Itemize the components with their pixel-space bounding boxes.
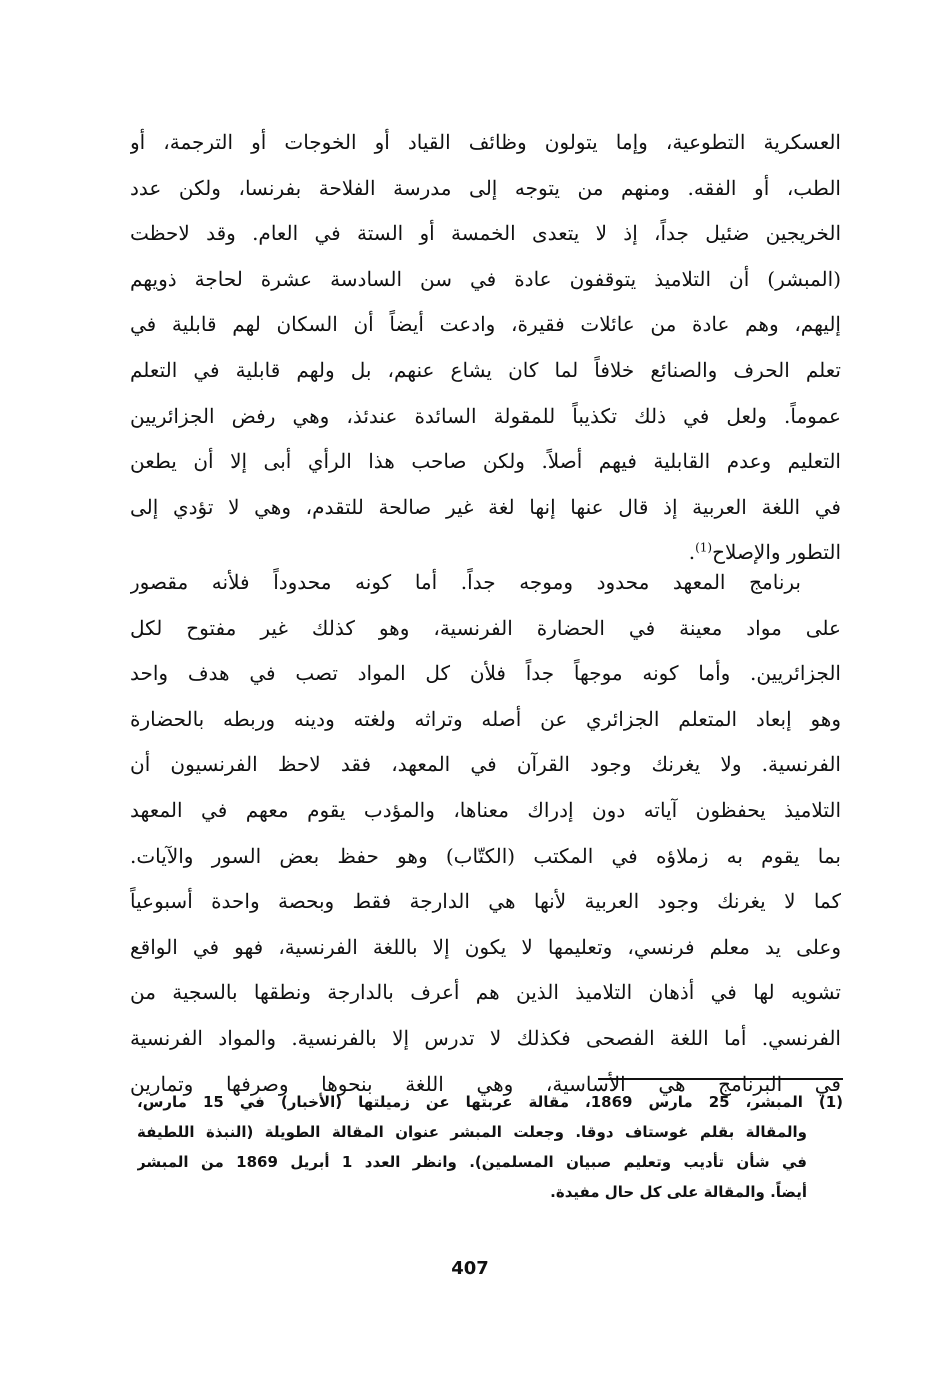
text-line: التعليم وعدم القابلية فيهم أصلاً. ولكن صاحب هذا الرأي أبى إلا أن يطعن — [130, 449, 841, 474]
text-line: في اللغة العربية إذ قال عنها إنها لغة غير صالحة للتقدم، وهي لا تؤدي إلى — [130, 494, 841, 519]
footnote-line: في شأن تأديب وتعليم صبيان المسلمين). وانظر العدد 1 أبريل 1869 من المبشر — [137, 1153, 808, 1171]
text-line: الجزائريين. وأما كونه موجهاً جداً فلأن كل المواد تصب في هدف واحد — [130, 661, 841, 686]
text-line: تعلم الحرف والصنائع خلافاً لما كان يشاع عنهم، بل ولهم قابلية في التعلم — [130, 357, 841, 382]
paragraph-1 — [130, 120, 841, 576]
last-line-text: التطور والإصلاح — [712, 540, 841, 565]
text-line: الطب، أو الفقه. ومنهم من يتوجه إلى مدرسة الفلاحة بفرنسا، ولكن عدد — [130, 175, 841, 200]
text-line: وعلى يد معلم فرنسي، وتعليمها لا يكون إلا باللغة الفرنسية، فهو في الواقع — [130, 934, 841, 959]
text-line: التلاميذ يحفظون آياته دون إدراك معناها، والمؤدب يقوم معهم في المعهد — [130, 797, 841, 822]
text-line: في البرنامج هي الأساسية، وهي اللغة بنحوها وصرفها وتمارين — [130, 1071, 841, 1096]
text-line: كما لا يغرنك وجود العربية لأنها هي الدارجة فقط وبحصة واحدة أسبوعياً — [130, 889, 841, 914]
text-line: على مواد معينة في الحضارة الفرنسية، وهو كذلك غير مفتوح لكل — [130, 615, 841, 640]
last-line-period: . — [688, 540, 696, 565]
footnote — [137, 1087, 843, 1207]
footnote-separator — [598, 1078, 843, 1080]
text-line: وهو إبعاد المتعلم الجزائري عن أصله وتراثه ولغته ودينه وربطه بالحضارة — [130, 706, 841, 731]
text-line: إليهم، وهم عادة من عائلات فقيرة، وادعت أيضاً أن السكان لهم قابلية في — [130, 312, 841, 337]
text-line: الفرنسية. ولا يغرنك وجود القرآن في المعهد، فقد لاحظ الفرنسيون أن — [130, 752, 841, 777]
footnote-line: والمقالة بقلم غوستاف دوقا. وجعلت المبشر عنوان المقالة الطويلة (النبذة اللطيفة — [137, 1123, 807, 1141]
footnote-reference: (1) — [695, 540, 713, 555]
page-number: 407 — [451, 1258, 489, 1279]
text-line: برنامج المعهد محدود وموجه جداً. أما كونه محدوداً فلأنه مقصور — [130, 570, 801, 594]
paragraph-2 — [130, 560, 841, 1107]
footnote-line: (1) المبشر، 25 مارس 1869، مقالة عربتها عن زميلتها (الأخبار) في 15 مارس، — [137, 1093, 843, 1111]
footnote-line: أيضاً. والمقالة على كل حال مفيدة. — [550, 1183, 807, 1201]
text-line: تشويه لها في أذهان التلاميذ الذين هم أعرف بالدارجة ونطقها بالسجية من — [130, 980, 841, 1005]
text-line: الخريجين ضئيل جداً، إذ لا يتعدى الخمسة أو الستة في العام. وقد لاحظت — [130, 221, 841, 246]
text-line: عموماً. ولعل في ذلك تكذيباً للمقولة السائدة عندئذ، وهي رفض الجزائريين — [130, 403, 841, 428]
text-line: بما يقوم به زملاؤه في المكتب (الكتّاب) وهو حفظ بعض السور والآيات. — [130, 843, 841, 868]
text-line: الفرنسي. أما اللغة الفصحى فكذلك لا تدرس إلا بالفرنسية. والمواد الفرنسية — [130, 1025, 841, 1050]
text-line: العسكرية التطوعية، وإما يتولون وظائف القياد أو الخوجات أو الترجمة، أو — [130, 130, 841, 154]
text-line: (المبشر) أن التلاميذ يتوقفون عادة في سن السادسة عشرة لحاجة ذويهم — [130, 266, 841, 291]
